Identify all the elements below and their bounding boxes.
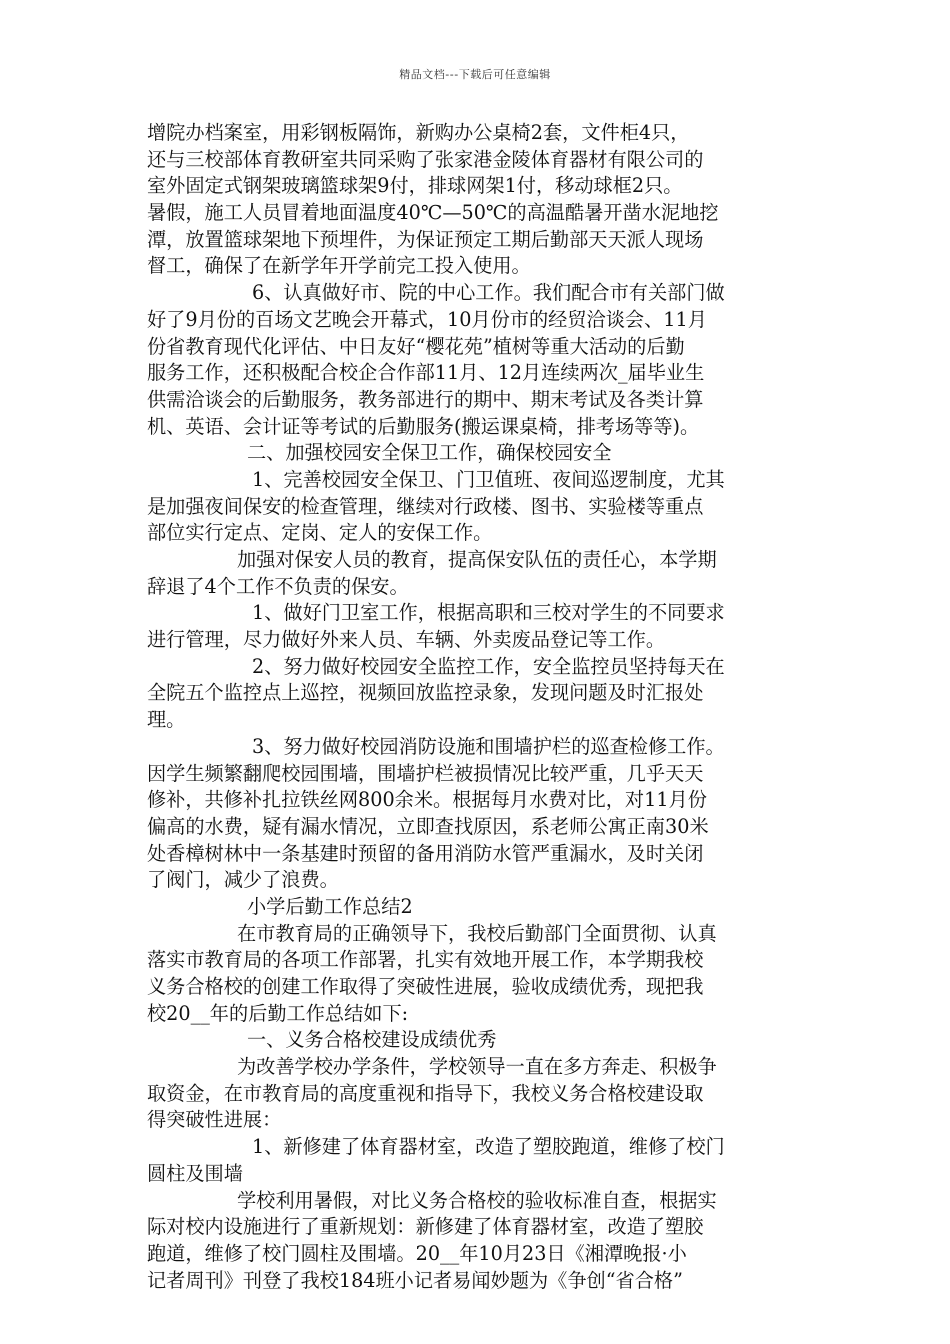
text-line: 机、英语、会计证等考试的后勤服务(搬运课桌椅，排考场等等)。 bbox=[147, 414, 700, 438]
text-line: 小学后勤工作总结2 bbox=[247, 894, 413, 918]
text-line: 理。 bbox=[147, 708, 186, 732]
text-line: 圆柱及围墙 bbox=[147, 1161, 243, 1185]
text-line: 是加强夜间保安的检查管理，继续对行政楼、图书、实验楼等重点 bbox=[147, 494, 704, 518]
text-line: 际对校内设施进行了重新规划：新修建了体育器材室，改造了塑胶 bbox=[147, 1215, 704, 1239]
text-line: 供需洽谈会的后勤服务，教务部进行的期中、期末考试及各类计算 bbox=[147, 387, 704, 411]
text-line: 督工，确保了在新学年开学前完工投入使用。 bbox=[147, 254, 531, 278]
text-line: 辞退了4个工作不负责的保安。 bbox=[147, 574, 409, 598]
text-line: 1、新修建了体育器材室，改造了塑胶跑道，维修了校门 bbox=[252, 1135, 725, 1159]
text-line: 校20__年的后勤工作总结如下: bbox=[147, 1001, 409, 1025]
text-line: 服务工作，还积极配合校企合作部11月、12月连续两次_届毕业生 bbox=[147, 361, 705, 385]
text-line: 跑道，维修了校门圆柱及围墙。20__年10月23日《湘潭晚报·小 bbox=[147, 1241, 687, 1265]
text-line: 2、努力做好校园安全监控工作，安全监控员坚持每天在 bbox=[252, 654, 725, 678]
text-line: 取资金，在市教育局的高度重视和指导下，我校义务合格校建设取 bbox=[147, 1081, 704, 1105]
text-line: 为改善学校办学条件，学校领导一直在多方奔走、积极争 bbox=[237, 1055, 717, 1079]
text-line: 室外固定式钢架玻璃篮球架9付，排球网架1付，移动球框2只。 bbox=[147, 174, 683, 198]
text-line: 加强对保安人员的教育，提高保安队伍的责任心，本学期 bbox=[237, 548, 717, 571]
page-header: 精品文档---下载后可任意编辑 bbox=[399, 68, 551, 81]
text-line: 好了9月份的百场文艺晚会开幕式，10月份市的经贸洽谈会、11月 bbox=[147, 307, 707, 331]
text-line: 在市教育局的正确领导下，我校后勤部门全面贯彻、认真 bbox=[237, 921, 717, 945]
text-line: 修补，共修补扎拉铁丝网800余米。根据每月水费对比，对11月份 bbox=[147, 788, 707, 812]
text-line: 偏高的水费，疑有漏水情况，立即查找原因，系老师公寓正南30米 bbox=[147, 814, 709, 838]
text-line: 一、义务合格校建设成绩优秀 bbox=[247, 1028, 497, 1052]
text-line: 了阀门，减少了浪费。 bbox=[147, 868, 339, 892]
text-line: 份省教育现代化评估、中日友好“樱花苑”植树等重大活动的后勤 bbox=[147, 334, 685, 358]
text-line: 增院办档案室，用彩钢板隔饰，新购办公桌椅2套，文件柜4只， bbox=[147, 121, 690, 144]
text-line: 潭，放置篮球架地下预埋件，为保证预定工期后勤部天天派人现场 bbox=[147, 227, 704, 251]
text-line: 全院五个监控点上巡控，视频回放监控录象，发现问题及时汇报处 bbox=[147, 681, 704, 705]
text-line: 1、做好门卫室工作，根据高职和三校对学生的不同要求 bbox=[252, 601, 725, 625]
text-line: 落实市教育局的各项工作部署，扎实有效地开展工作，本学期我校 bbox=[147, 948, 704, 972]
text-line: 记者周刊》刊登了我校184班小记者易闻妙题为《争创“省合格” bbox=[147, 1268, 683, 1292]
text-line: 进行管理，尽力做好外来人员、车辆、外卖废品登记等工作。 bbox=[147, 628, 666, 652]
text-line: 义务合格校的创建工作取得了突破性进展，验收成绩优秀，现把我 bbox=[147, 975, 704, 998]
text-line: 3、努力做好校园消防设施和围墙护栏的巡查检修工作。 bbox=[252, 734, 725, 758]
text-line: 二、加强校园安全保卫工作，确保校园安全 bbox=[247, 441, 612, 465]
text-line: 1、完善校园安全保卫、门卫值班、夜间巡逻制度，尤其 bbox=[252, 467, 725, 491]
text-line: 6、认真做好市、院的中心工作。我们配合市有关部门做 bbox=[252, 281, 725, 305]
text-line: 部位实行定点、定岗、定人的安保工作。 bbox=[147, 521, 493, 545]
text-line: 处香樟树林中一条基建时预留的备用消防水管严重漏水，及时关闭 bbox=[147, 841, 704, 865]
text-line: 还与三校部体育教研室共同采购了张家港金陵体育器材有限公司的 bbox=[147, 147, 704, 171]
document-body bbox=[147, 120, 807, 1294]
text-line: 暑假，施工人员冒着地面温度40℃—50℃的高温酷暑开凿水泥地挖 bbox=[147, 201, 719, 225]
text-line: 因学生频繁翻爬校园围墙，围墙护栏被损情况比较严重，几乎天天 bbox=[147, 761, 704, 785]
text-line: 得突破性进展： bbox=[147, 1108, 282, 1132]
text-line: 学校利用暑假，对比义务合格校的验收标准自查，根据实 bbox=[237, 1188, 717, 1212]
